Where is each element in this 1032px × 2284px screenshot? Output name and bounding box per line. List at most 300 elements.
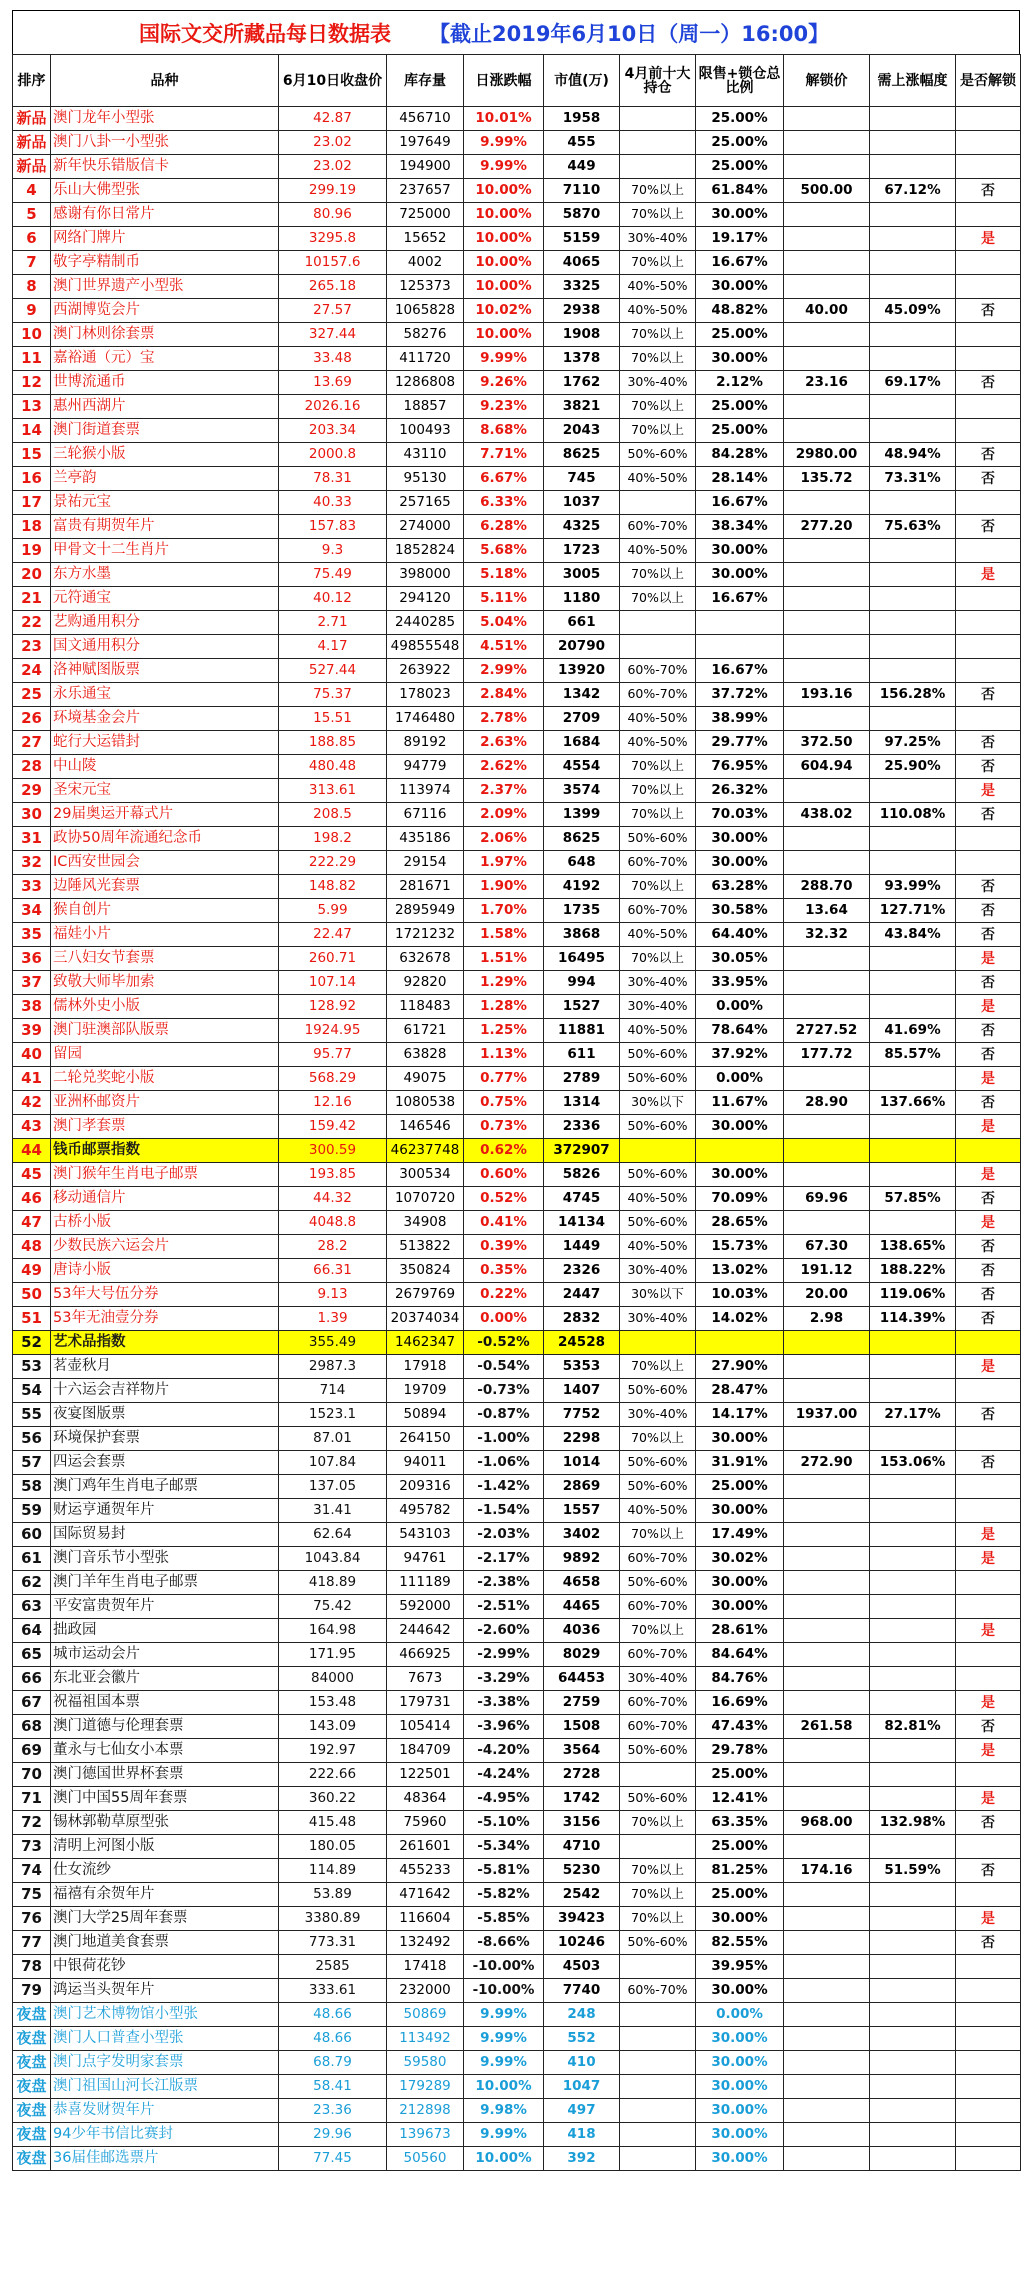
name-cell: 澳门艺术博物馆小型张 [51, 2003, 279, 2027]
stock-cell: 89192 [387, 731, 464, 755]
price-cell: 2000.8 [279, 443, 387, 467]
rise-cell [870, 1211, 956, 1235]
holdings-cell: 70%以上 [620, 1355, 696, 1379]
market-cap-cell: 1557 [544, 1499, 620, 1523]
rank-cell: 新品 [13, 107, 51, 131]
rise-cell [870, 2147, 956, 2171]
market-cap-cell: 392 [544, 2147, 620, 2171]
table-row [13, 179, 1021, 203]
market-cap-cell: 745 [544, 467, 620, 491]
change-cell: 1.51% [464, 947, 544, 971]
price-cell: 84000 [279, 1667, 387, 1691]
stock-cell: 232000 [387, 1979, 464, 2003]
rise-cell [870, 1883, 956, 1907]
unlocked-cell [956, 2075, 1021, 2099]
holdings-cell: 40%-50% [620, 539, 696, 563]
name-cell: 三轮猴小版 [51, 443, 279, 467]
rank-cell: 52 [13, 1331, 51, 1355]
change-cell: -4.20% [464, 1739, 544, 1763]
rank-cell: 64 [13, 1619, 51, 1643]
rank-cell: 31 [13, 827, 51, 851]
price-cell: 27.57 [279, 299, 387, 323]
rank-cell: 11 [13, 347, 51, 371]
rank-cell: 44 [13, 1139, 51, 1163]
ratio-cell: 70.09% [696, 1187, 784, 1211]
price-cell: 44.32 [279, 1187, 387, 1211]
stock-cell: 179731 [387, 1691, 464, 1715]
ratio-cell: 63.28% [696, 875, 784, 899]
price-cell: 300.59 [279, 1139, 387, 1163]
rank-cell: 73 [13, 1835, 51, 1859]
stock-cell: 294120 [387, 587, 464, 611]
rise-cell: 73.31% [870, 467, 956, 491]
ratio-cell: 61.84% [696, 179, 784, 203]
unlock-price-cell [784, 2147, 870, 2171]
holdings-cell: 70%以上 [620, 347, 696, 371]
stock-cell: 466925 [387, 1643, 464, 1667]
rise-cell: 85.57% [870, 1043, 956, 1067]
unlocked-cell [956, 2051, 1021, 2075]
rank-cell: 24 [13, 659, 51, 683]
ratio-cell: 14.17% [696, 1403, 784, 1427]
unlocked-cell [956, 1835, 1021, 1859]
unlocked-cell [956, 347, 1021, 371]
name-cell: 澳门街道套票 [51, 419, 279, 443]
ratio-cell: 25.00% [696, 107, 784, 131]
stock-cell: 67116 [387, 803, 464, 827]
unlock-price-cell [784, 1691, 870, 1715]
rise-cell [870, 587, 956, 611]
price-cell: 265.18 [279, 275, 387, 299]
table-row [13, 1475, 1021, 1499]
unlock-price-cell: 69.96 [784, 1187, 870, 1211]
unlock-price-cell [784, 1067, 870, 1091]
date-stamp: 【截止2019年6月10日（周一）16:00】 [429, 21, 830, 46]
rise-cell [870, 779, 956, 803]
market-cap-cell: 2542 [544, 1883, 620, 1907]
holdings-cell: 30%-40% [620, 371, 696, 395]
rank-cell: 5 [13, 203, 51, 227]
unlock-price-cell [784, 587, 870, 611]
holdings-cell: 50%-60% [620, 1115, 696, 1139]
name-cell: 澳门地道美食套票 [51, 1931, 279, 1955]
stock-cell: 94761 [387, 1547, 464, 1571]
price-cell: 527.44 [279, 659, 387, 683]
market-cap-cell: 1047 [544, 2075, 620, 2099]
table-row [13, 1667, 1021, 1691]
change-cell: 1.25% [464, 1019, 544, 1043]
holdings-cell [620, 1763, 696, 1787]
price-cell: 40.33 [279, 491, 387, 515]
name-cell: 富贵有期贺年片 [51, 515, 279, 539]
holdings-cell [620, 2099, 696, 2123]
change-cell: 0.00% [464, 1307, 544, 1331]
table-row [13, 227, 1021, 251]
change-cell: 5.68% [464, 539, 544, 563]
price-cell: 75.37 [279, 683, 387, 707]
price-cell: 12.16 [279, 1091, 387, 1115]
rank-cell: 57 [13, 1451, 51, 1475]
market-cap-cell: 4554 [544, 755, 620, 779]
change-cell: 5.11% [464, 587, 544, 611]
change-cell: 9.99% [464, 2123, 544, 2147]
unlock-price-cell [784, 419, 870, 443]
name-cell: 嘉裕通（元）宝 [51, 347, 279, 371]
change-cell: 10.00% [464, 203, 544, 227]
name-cell: 福娃小片 [51, 923, 279, 947]
rank-cell: 7 [13, 251, 51, 275]
table-row [13, 2003, 1021, 2027]
holdings-cell: 30%以下 [620, 1283, 696, 1307]
ratio-cell [696, 635, 784, 659]
ratio-cell: 10.03% [696, 1283, 784, 1307]
name-cell: 澳门龙年小型张 [51, 107, 279, 131]
rank-cell: 65 [13, 1643, 51, 1667]
rank-cell: 12 [13, 371, 51, 395]
market-cap-cell: 2832 [544, 1307, 620, 1331]
table-row [13, 635, 1021, 659]
name-cell: 致敬大师毕加索 [51, 971, 279, 995]
price-cell: 1043.84 [279, 1547, 387, 1571]
rise-cell: 153.06% [870, 1451, 956, 1475]
rank-cell: 15 [13, 443, 51, 467]
stock-cell: 49855548 [387, 635, 464, 659]
unlocked-cell [956, 851, 1021, 875]
change-cell: 0.77% [464, 1067, 544, 1091]
holdings-cell: 70%以上 [620, 179, 696, 203]
change-cell: -8.66% [464, 1931, 544, 1955]
name-cell: 西湖博览会片 [51, 299, 279, 323]
rise-cell [870, 995, 956, 1019]
rise-cell: 188.22% [870, 1259, 956, 1283]
unlocked-cell: 是 [956, 1547, 1021, 1571]
ratio-cell: 30.05% [696, 947, 784, 971]
table-row [13, 1355, 1021, 1379]
price-cell: 4.17 [279, 635, 387, 659]
unlock-price-cell [784, 1523, 870, 1547]
rise-cell [870, 1379, 956, 1403]
stock-cell: 139673 [387, 2123, 464, 2147]
unlocked-cell [956, 1979, 1021, 2003]
rise-cell [870, 971, 956, 995]
name-cell: 澳门羊年生肖电子邮票 [51, 1571, 279, 1595]
holdings-cell: 60%-70% [620, 899, 696, 923]
unlocked-cell: 否 [956, 923, 1021, 947]
table-row [13, 1955, 1021, 1979]
rank-cell: 4 [13, 179, 51, 203]
name-cell: 儒林外史小版 [51, 995, 279, 1019]
rank-cell: 夜盘 [13, 2027, 51, 2051]
price-cell: 198.2 [279, 827, 387, 851]
change-cell: -10.00% [464, 1955, 544, 1979]
unlock-price-cell [784, 203, 870, 227]
market-cap-cell: 3868 [544, 923, 620, 947]
stock-cell: 75960 [387, 1811, 464, 1835]
name-cell: 钱币邮票指数 [51, 1139, 279, 1163]
change-cell: 2.62% [464, 755, 544, 779]
table-row [13, 1643, 1021, 1667]
market-cap-cell: 661 [544, 611, 620, 635]
ratio-cell: 84.64% [696, 1643, 784, 1667]
market-cap-cell: 2789 [544, 1067, 620, 1091]
ratio-cell: 78.64% [696, 1019, 784, 1043]
stock-cell: 48364 [387, 1787, 464, 1811]
rank-cell: 19 [13, 539, 51, 563]
stock-cell: 1462347 [387, 1331, 464, 1355]
name-cell: 十六运会吉祥物片 [51, 1379, 279, 1403]
unlocked-cell: 否 [956, 731, 1021, 755]
unlock-price-cell [784, 251, 870, 275]
name-cell: 53年大号伍分券 [51, 1283, 279, 1307]
rank-cell: 51 [13, 1307, 51, 1331]
rank-cell: 夜盘 [13, 2147, 51, 2171]
stock-cell: 1070720 [387, 1187, 464, 1211]
holdings-cell: 60%-70% [620, 683, 696, 707]
rise-cell [870, 563, 956, 587]
table-row [13, 1307, 1021, 1331]
name-cell: 元符通宝 [51, 587, 279, 611]
unlock-price-cell: 191.12 [784, 1259, 870, 1283]
rise-cell [870, 131, 956, 155]
stock-cell: 1746480 [387, 707, 464, 731]
table-row [13, 947, 1021, 971]
change-cell: -2.38% [464, 1571, 544, 1595]
market-cap-cell: 1399 [544, 803, 620, 827]
price-cell: 95.77 [279, 1043, 387, 1067]
unlock-price-cell: 277.20 [784, 515, 870, 539]
stock-cell: 725000 [387, 203, 464, 227]
rise-cell [870, 1691, 956, 1715]
name-cell: 董永与七仙女小本票 [51, 1739, 279, 1763]
market-cap-cell: 8625 [544, 443, 620, 467]
market-cap-cell: 1407 [544, 1379, 620, 1403]
unlocked-cell [956, 419, 1021, 443]
price-cell: 62.64 [279, 1523, 387, 1547]
table-row [13, 1883, 1021, 1907]
market-cap-cell: 7740 [544, 1979, 620, 2003]
unlock-price-cell [784, 347, 870, 371]
rise-cell [870, 419, 956, 443]
stock-cell: 178023 [387, 683, 464, 707]
ratio-cell: 30.00% [696, 347, 784, 371]
unlocked-cell: 是 [956, 947, 1021, 971]
holdings-cell: 60%-70% [620, 1715, 696, 1739]
col-header-rank: 排序 [13, 55, 51, 107]
unlocked-cell [956, 659, 1021, 683]
unlocked-cell: 是 [956, 1739, 1021, 1763]
ratio-cell: 30.00% [696, 2075, 784, 2099]
stock-cell: 281671 [387, 875, 464, 899]
rise-cell: 48.94% [870, 443, 956, 467]
rank-cell: 10 [13, 323, 51, 347]
table-row [13, 347, 1021, 371]
name-cell: 城市运动会片 [51, 1643, 279, 1667]
ratio-cell: 25.00% [696, 395, 784, 419]
rise-cell [870, 611, 956, 635]
price-cell: 3380.89 [279, 1907, 387, 1931]
name-cell: 三八妇女节套票 [51, 947, 279, 971]
rise-cell [870, 1571, 956, 1595]
unlocked-cell [956, 1667, 1021, 1691]
change-cell: 10.00% [464, 323, 544, 347]
unlock-price-cell [784, 779, 870, 803]
unlock-price-cell [784, 1475, 870, 1499]
name-cell: 少数民族六运会片 [51, 1235, 279, 1259]
unlocked-cell: 否 [956, 1451, 1021, 1475]
change-cell: 7.71% [464, 443, 544, 467]
stock-cell: 1080538 [387, 1091, 464, 1115]
market-cap-cell: 648 [544, 851, 620, 875]
name-cell: 艺购通用积分 [51, 611, 279, 635]
change-cell: 9.99% [464, 2003, 544, 2027]
stock-cell: 543103 [387, 1523, 464, 1547]
ratio-cell: 37.72% [696, 683, 784, 707]
unlocked-cell [956, 2147, 1021, 2171]
ratio-cell: 30.02% [696, 1547, 784, 1571]
ratio-cell: 30.00% [696, 827, 784, 851]
market-cap-cell: 994 [544, 971, 620, 995]
name-cell: 边陲风光套票 [51, 875, 279, 899]
change-cell: 10.01% [464, 107, 544, 131]
holdings-cell: 50%-60% [620, 1475, 696, 1499]
holdings-cell: 70%以上 [620, 1427, 696, 1451]
market-cap-cell: 4710 [544, 1835, 620, 1859]
market-cap-cell: 7752 [544, 1403, 620, 1427]
unlock-price-cell [784, 1163, 870, 1187]
unlocked-cell [956, 611, 1021, 635]
unlocked-cell [956, 587, 1021, 611]
name-cell: 祝福祖国本票 [51, 1691, 279, 1715]
rank-cell: 79 [13, 1979, 51, 2003]
table-row [13, 923, 1021, 947]
price-cell: 159.42 [279, 1115, 387, 1139]
rank-cell: 76 [13, 1907, 51, 1931]
ratio-cell: 30.00% [696, 2027, 784, 2051]
change-cell: -5.10% [464, 1811, 544, 1835]
unlock-price-cell [784, 275, 870, 299]
name-cell: 福禧有余贺年片 [51, 1883, 279, 1907]
holdings-cell [620, 1835, 696, 1859]
holdings-cell: 40%-50% [620, 923, 696, 947]
unlock-price-cell [784, 1499, 870, 1523]
market-cap-cell: 2447 [544, 1283, 620, 1307]
stock-cell: 1286808 [387, 371, 464, 395]
table-row [13, 203, 1021, 227]
price-cell: 260.71 [279, 947, 387, 971]
stock-cell: 17418 [387, 1955, 464, 1979]
stock-cell: 2895949 [387, 899, 464, 923]
stock-cell: 513822 [387, 1235, 464, 1259]
holdings-cell: 50%-60% [620, 1931, 696, 1955]
table-row [13, 1499, 1021, 1523]
table-row [13, 779, 1021, 803]
change-cell: 9.99% [464, 347, 544, 371]
name-cell: 艺术品指数 [51, 1331, 279, 1355]
ratio-cell: 28.65% [696, 1211, 784, 1235]
unlocked-cell: 是 [956, 1163, 1021, 1187]
table-row [13, 467, 1021, 491]
stock-cell: 122501 [387, 1763, 464, 1787]
rise-cell [870, 395, 956, 419]
unlocked-cell: 否 [956, 971, 1021, 995]
price-cell: 2585 [279, 1955, 387, 1979]
change-cell: 9.99% [464, 2051, 544, 2075]
price-cell: 29.96 [279, 2123, 387, 2147]
rise-cell: 127.71% [870, 899, 956, 923]
ratio-cell [696, 1331, 784, 1355]
holdings-cell [620, 2003, 696, 2027]
rank-cell: 30 [13, 803, 51, 827]
market-cap-cell: 1958 [544, 107, 620, 131]
change-cell: 5.04% [464, 611, 544, 635]
market-cap-cell: 8625 [544, 827, 620, 851]
name-cell: 茗壶秋月 [51, 1355, 279, 1379]
holdings-cell: 50%-60% [620, 1787, 696, 1811]
price-cell: 137.05 [279, 1475, 387, 1499]
name-cell: 29届奥运开幕式片 [51, 803, 279, 827]
name-cell: 乐山大佛型张 [51, 179, 279, 203]
holdings-cell: 60%-70% [620, 851, 696, 875]
ratio-cell: 39.95% [696, 1955, 784, 1979]
change-cell: 2.84% [464, 683, 544, 707]
ratio-cell: 30.00% [696, 1163, 784, 1187]
ratio-cell: 0.00% [696, 2003, 784, 2027]
name-cell: IC西安世园会 [51, 851, 279, 875]
unlocked-cell [956, 131, 1021, 155]
change-cell: 6.33% [464, 491, 544, 515]
market-cap-cell: 418 [544, 2123, 620, 2147]
price-cell: 1.39 [279, 1307, 387, 1331]
ratio-cell: 30.00% [696, 1979, 784, 2003]
holdings-cell: 60%-70% [620, 1595, 696, 1619]
rise-cell [870, 851, 956, 875]
ratio-cell: 25.00% [696, 155, 784, 179]
market-cap-cell: 2326 [544, 1259, 620, 1283]
change-cell: -2.51% [464, 1595, 544, 1619]
rank-cell: 14 [13, 419, 51, 443]
market-cap-cell: 39423 [544, 1907, 620, 1931]
holdings-cell [620, 2027, 696, 2051]
change-cell: 0.41% [464, 1211, 544, 1235]
rise-cell [870, 1979, 956, 2003]
table-row [13, 1739, 1021, 1763]
unlocked-cell: 否 [956, 299, 1021, 323]
market-cap-cell: 1762 [544, 371, 620, 395]
change-cell: -3.96% [464, 1715, 544, 1739]
unlock-price-cell [784, 1619, 870, 1643]
rise-cell: 114.39% [870, 1307, 956, 1331]
name-cell: 仕女流纱 [51, 1859, 279, 1883]
rank-cell: 41 [13, 1067, 51, 1091]
rise-cell [870, 203, 956, 227]
holdings-cell: 40%-50% [620, 1235, 696, 1259]
ratio-cell: 84.76% [696, 1667, 784, 1691]
stock-cell: 105414 [387, 1715, 464, 1739]
ratio-cell: 28.61% [696, 1619, 784, 1643]
rank-cell: 21 [13, 587, 51, 611]
change-cell: 0.62% [464, 1139, 544, 1163]
unlock-price-cell: 28.90 [784, 1091, 870, 1115]
stock-cell: 94011 [387, 1451, 464, 1475]
name-cell: 移动通信片 [51, 1187, 279, 1211]
data-sheet [12, 10, 1020, 2171]
holdings-cell: 70%以上 [620, 395, 696, 419]
change-cell: 1.58% [464, 923, 544, 947]
rise-cell [870, 1739, 956, 1763]
holdings-cell: 30%以下 [620, 1091, 696, 1115]
change-cell: -3.29% [464, 1667, 544, 1691]
holdings-cell [620, 2075, 696, 2099]
